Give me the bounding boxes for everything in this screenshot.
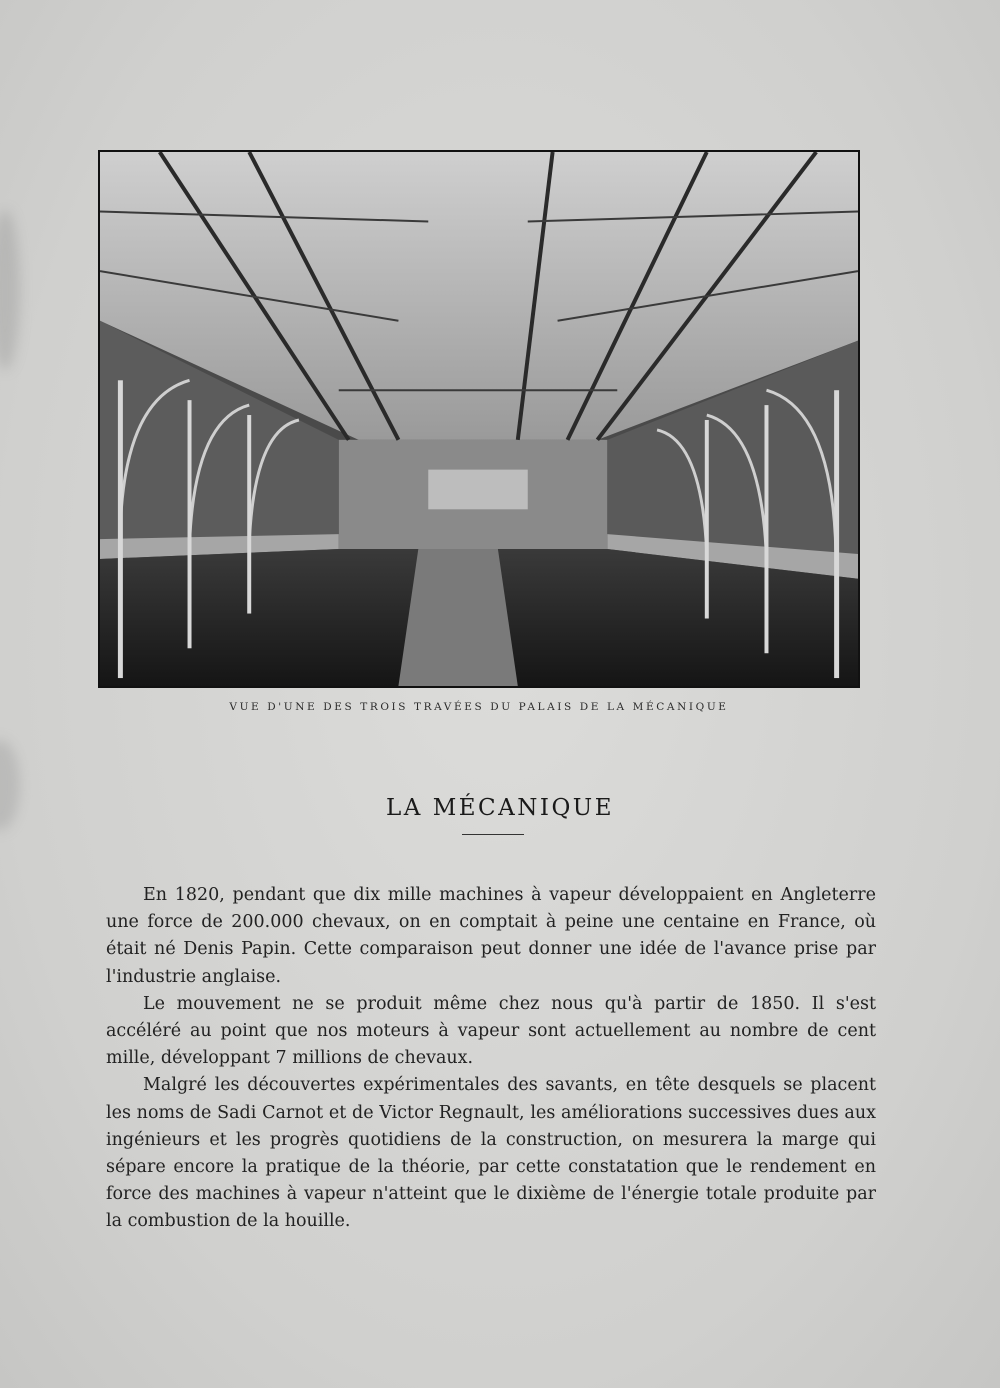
paragraph: Le mouvement ne se produit même chez nous qu'à partir de 1850. Il s'est accéléré au point que nos moteurs à vapeur sont actuellement au nombre de cent mille, développant 7 millions de chevaux. (106, 993, 876, 1069)
article-body (106, 882, 876, 1236)
paragraph: Malgré les découvertes expérimentales des savants, en tête desquels se placent les noms de Sadi Carnot et de Victor Regnault, les améliorations successives dues aux ingénieurs et les progrès quotidiens de la construction, on mesurera la marge qui sépare encore la pratique de la théorie, par cette constatation que le rendement en force des machines à vapeur n'atteint que le dixième de l'énergie totale produite par la combustion de la houille. (106, 1075, 876, 1232)
hall-photograph (98, 150, 860, 688)
figure-caption: VUE D'UNE DES TROIS TRAVÉES DU PALAIS DE LA MÉCANIQUE (229, 701, 729, 713)
paper-stain (0, 210, 20, 370)
section-title: LA MÉCANIQUE (386, 795, 614, 822)
photo-glass-hall-icon (100, 152, 858, 686)
title-divider (462, 834, 524, 835)
paragraph: En 1820, pendant que dix mille machines à vapeur développaient en Angleterre une force de 200.000 chevaux, on en comptait à peine une centaine en France, où était né Denis Papin. Cette comparaison peut donner une idée de l'avance prise par l'industrie anglaise. (106, 885, 876, 987)
